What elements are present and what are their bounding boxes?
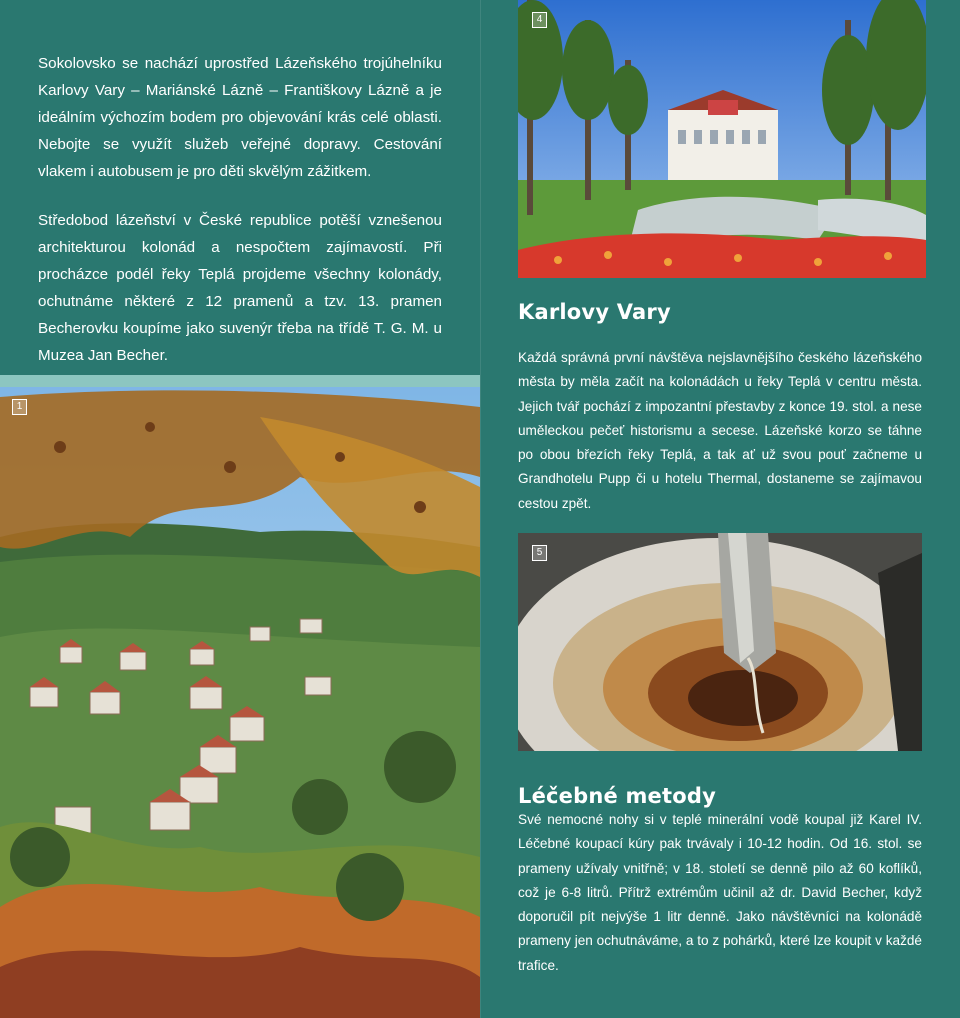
lecebne-metody-heading: Léčebné metody (518, 784, 716, 808)
karlovy-vary-text-block (518, 346, 922, 516)
lecebne-metody-text-block (518, 808, 922, 978)
mineral-spring-illustration (518, 533, 922, 751)
intro-paragraph-stredobod: Středobod lázeňství v České republice potěší vznešenou architekturou kolonád a nespočtem zajímavostí. Při procházce podél řeky Teplá projdeme všechny kolonády, ochutnáme některé z 12 pramenů a tzv. 13. pramen Becherovku koupíme jako suvenýr třeba na třídě T. G. M. u Muzea Jan Becher. (38, 212, 442, 364)
photo-number-badge: 4 (532, 12, 547, 28)
spa-park-illustration (518, 0, 926, 278)
valley-town-illustration (0, 387, 480, 1018)
intro-text-column (38, 50, 442, 391)
photo-valley-town (0, 387, 480, 1018)
photo-mineral-spring (518, 533, 922, 751)
karlovy-vary-paragraph: Každá správná první návštěva nejslavnějšího českého lázeňského města by měla začít na kolonádách u řeky Teplá v centru města. Jejich tvář pochází z impozantní přestavby z konce 19. stol. a nese uměleckou pečeť historismu a secese. Lázeňské korzo se táhne po obou březích řeky Teplá, a tak ať už svou pouť začneme u Grandhotelu Pupp či u hotelu Thermal, dostaneme se zajímavou cestou zpět. (518, 350, 922, 511)
column-divider (480, 0, 481, 1018)
photo-spa-park (518, 0, 926, 278)
light-teal-band (0, 375, 480, 387)
lecebne-metody-paragraph: Své nemocné nohy si v teplé minerální vodě koupal již Karel IV. Léčebné koupací kúry pak trvávaly i 10-12 hodin. Od 16. stol. se prameny užívaly vnitřně; v 18. století se denně pilo až 60 koflíků, což je 6-8 litrů. Přítrž extrémům učinil až dr. David Becher, když doporučil pít nejvýše 1 litr denně. Jako návštěvníci na kolonádě prameny jen ochutnáváme, a to z pohárků, které lze koupit v každé trafice. (518, 812, 922, 973)
karlovy-vary-heading: Karlovy Vary (518, 300, 671, 324)
photo-number-badge: 5 (532, 545, 547, 561)
photo-number-badge: 1 (12, 399, 27, 415)
intro-paragraph-sokolovsko: Sokolovsko se nachází uprostřed Lázeňského trojúhelníku Karlovy Vary – Mariánské Lázně – Františkovy Lázně a je ideálním výchozím bodem pro objevování krás celé oblasti. Nebojte se využít služeb veřejné dopravy. Cestování vlakem i autobusem je pro děti skvělým zážitkem. (38, 55, 442, 180)
